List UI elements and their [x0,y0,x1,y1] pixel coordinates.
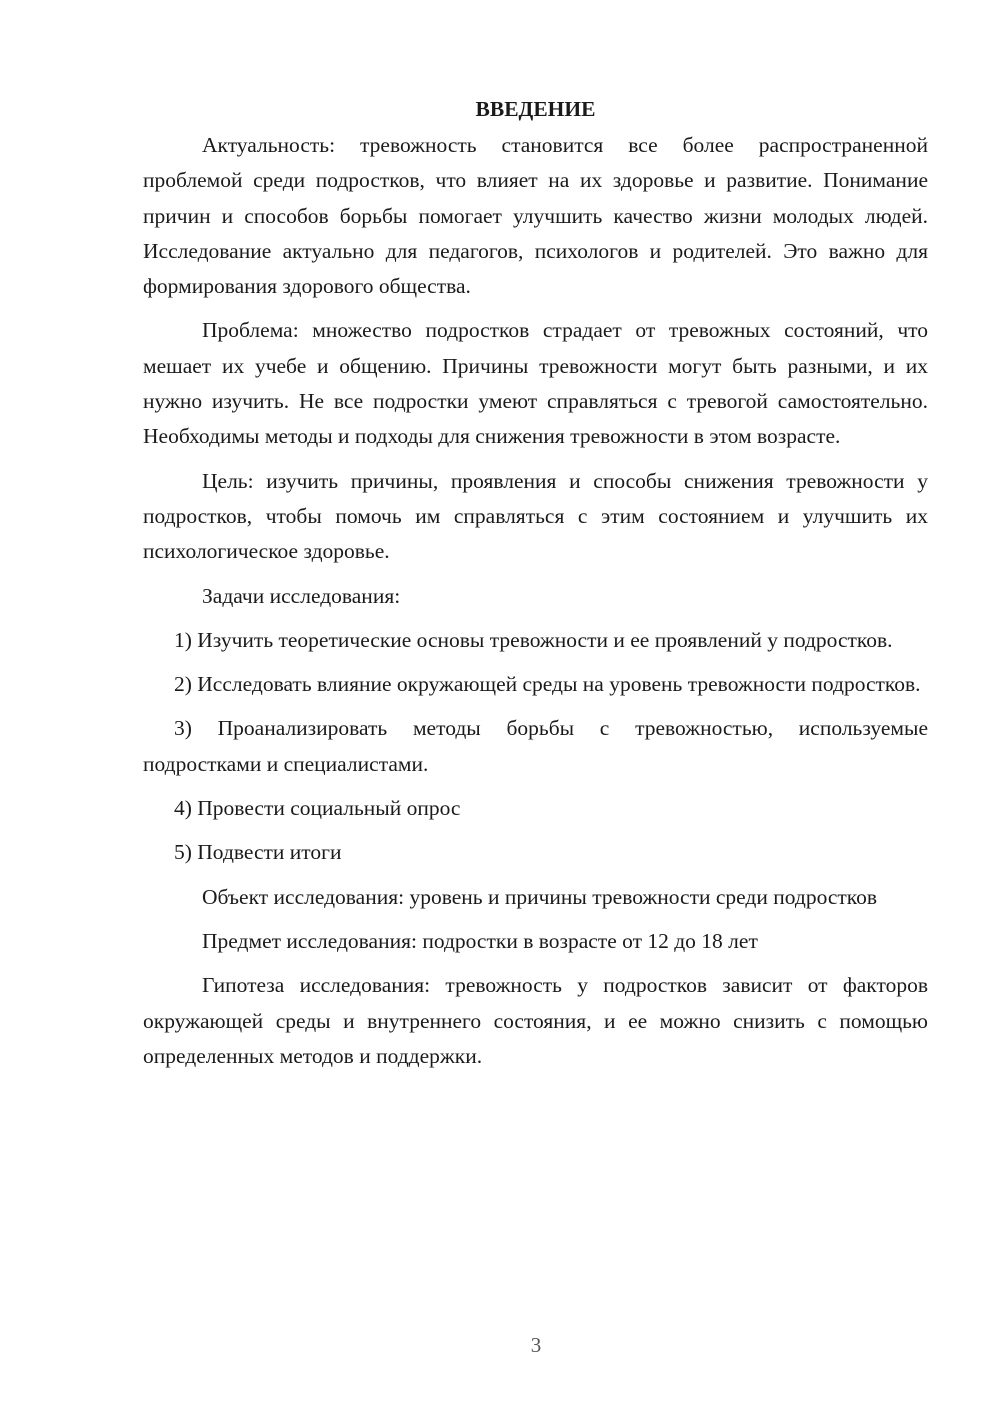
tasks-heading: Задачи исследования: [202,583,401,608]
page-title: ВВЕДЕНИЕ [475,97,596,121]
task-item-5: 5) Подвести итоги [174,840,342,865]
task-item-4: 4) Провести социальный опрос [174,796,461,821]
document-page [143,92,928,1083]
task-item-2: 2) Исследовать влияние окружающей среды на уровень тревожности подростков. [174,672,921,697]
task-item-1: 1) Изучить теоретические основы тревожности и ее проявлений у подростков. [174,627,893,652]
object-paragraph: Объект исследования: уровень и причины тревожности среди подростков [202,884,878,909]
task-item-3: 3) Проанализировать методы борьбы с тревожностью, используемые подростками и специалистами. [143,716,928,776]
subject-paragraph: Предмет исследования: подростки в возрасте от 12 до 18 лет [202,928,758,953]
hypothesis-paragraph: Гипотеза исследования: тревожность у подростков зависит от факторов окружающей среды и внутреннего состояния, и ее можно снизить с помощью определенных методов и поддержки. [143,973,928,1068]
problem-paragraph: Проблема: множество подростков страдает от тревожных состояний, что мешает их учебе и общению. Причины тревожности могут быть разными, и их нужно изучить. Не все подростки умеют справляться с тревогой самостоятельно. Необходимы методы и подходы для снижения тревожности в этом возрасте. [143,318,928,449]
goal-paragraph: Цель: изучить причины, проявления и способы снижения тревожности у подростков, чтобы помочь им справляться с этим состоянием и улучшить их психологическое здоровье. [143,468,928,564]
relevance-paragraph: Актуальность: тревожность становится все более распространенной проблемой среди подростков, что влияет на их здоровье и развитие. Понимание причин и способов борьбы помогает улучшить качество жизни молодых людей. Исследование актуально для педагогов, психологов и родителей. Это важно для формирования здорового общества. [143,133,928,299]
page-number: 3 [530,1333,542,1357]
